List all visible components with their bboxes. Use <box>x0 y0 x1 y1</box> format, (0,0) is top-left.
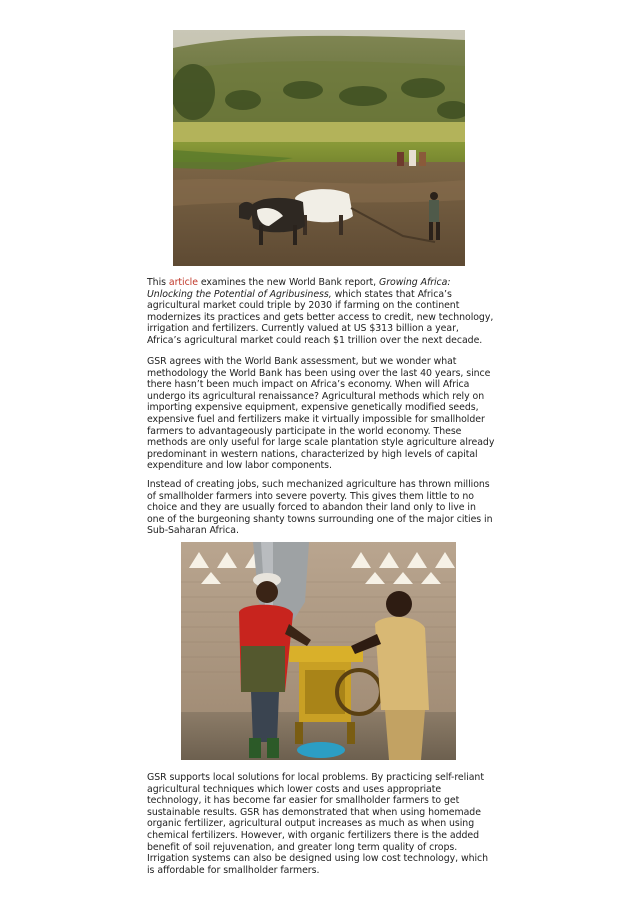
para1-prefix: This <box>147 277 169 288</box>
report-title: Growing Africa: Unlocking the Potential of Agribusiness, <box>147 277 451 300</box>
grain-machine-photo <box>181 542 456 760</box>
article-paragraph-1 <box>147 277 495 347</box>
article-paragraph-4 <box>147 772 495 876</box>
para1-text-b: which states that Africa’s agricultural market could triple by 2030 if farming on the continent modernizes its practices and gets better access to credit, new technology, irrigation and fertilizers. Currently valued at US $313 billion a year, Africa’s agricultural market could reach $1 trillion over the next decade. <box>147 288 494 346</box>
article-link[interactable]: article <box>168 277 198 288</box>
ox-plough-field-photo <box>173 30 465 266</box>
para2-text: GSR agrees with the World Bank assessment, but we wonder what methodology the World Bank has been using over the last 40 years, since there hasn’t been much impact on Africa’s economy. When will Africa undergo its agricultural renaissance? Agricultural methods which rely on importing expensive equipment, expensive genetically modified seeds, expensive fuel and fertilizers make it virtually impossible for smallholder farmers to advantageously participate in the world economy. These methods are only useful for large scale plantation style agriculture already predominant in western nations, characterized by high levels of capital expenditure and low labor components. <box>147 356 495 472</box>
grain-machine-image <box>181 542 456 760</box>
article-paragraph-2 <box>147 356 495 472</box>
para4-text: GSR supports local solutions for local problems. By practicing self-reliant agricultural techniques which lower costs and uses appropriate technology, it has become far easier for smallholder farmers to get sustainable results. GSR has demonstrated that when using homemade organic fertilizer, agricultural output increases as much as when using chemical fertilizers. However, with organic fertilizers there is the added benefit of soil rejuvenation, and greater long term quality of crops. Irrigation systems can also be designed using low cost technology, which is affordable for smallholder farmers. <box>147 772 489 876</box>
article-paragraph-3 <box>147 479 495 537</box>
para1-text-a: examines the new World Bank report, <box>197 277 379 288</box>
para3-text: Instead of creating jobs, such mechanized agriculture has thrown millions of smallholder farmers into severe poverty. This gives them little to no choice and they are usually forced to abandon their land only to live in one of the burgeoning shanty towns surrounding one of the major cities in Sub-Saharan Africa. <box>147 479 493 537</box>
ox-plough-field-image <box>173 30 465 266</box>
